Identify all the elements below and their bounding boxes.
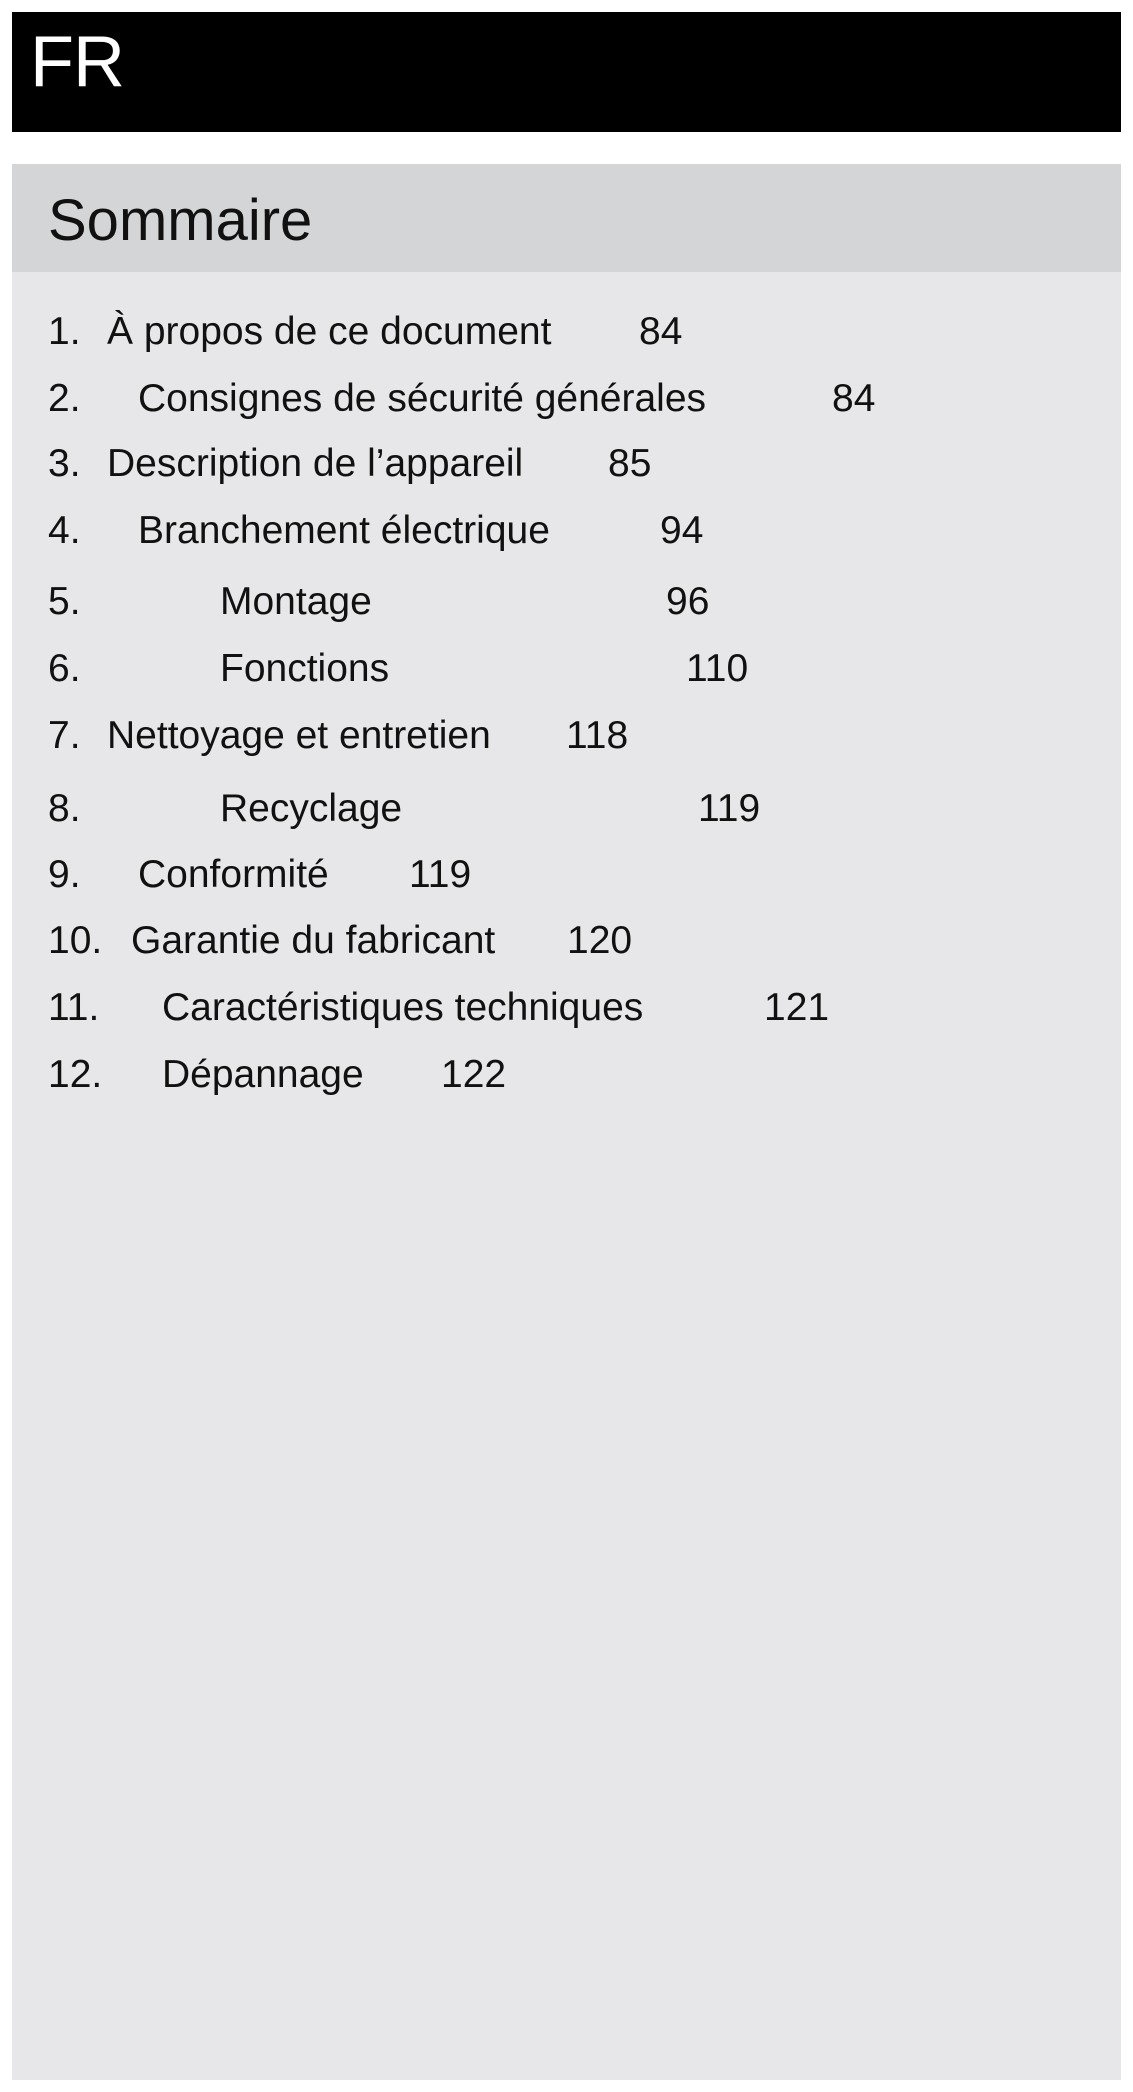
toc-item-title: Caractéristiques techniques (162, 986, 644, 1029)
toc-item-title: Consignes de sécurité générales (138, 377, 707, 420)
toc-item-page: 84 (832, 377, 876, 420)
toc-item-title: Fonctions (220, 647, 390, 690)
toc-item-number: 11. (48, 986, 100, 1029)
toc-item-page: 84 (639, 310, 683, 353)
toc-item-page: 120 (567, 919, 633, 962)
toc-item-page: 122 (441, 1053, 507, 1096)
toc-item-number: 7. (48, 714, 81, 757)
toc-item-number: 12. (48, 1053, 103, 1096)
toc-item-page: 121 (764, 986, 830, 1029)
language-code: FR (30, 22, 124, 102)
toc-item-title: À propos de ce document (107, 310, 552, 353)
toc-item-number: 2. (48, 377, 81, 420)
toc-item-number: 1. (48, 310, 81, 353)
toc-item-number: 4. (48, 509, 81, 552)
toc-item-title: Montage (220, 580, 372, 623)
toc-item-number: 8. (48, 787, 81, 830)
table-of-contents (12, 164, 1121, 2080)
toc-item-page: 110 (686, 647, 749, 690)
toc-item-number: 3. (48, 442, 81, 485)
toc-item-page: 94 (660, 509, 704, 552)
toc-item-number: 6. (48, 647, 81, 690)
contents-title: Sommaire (48, 188, 313, 253)
toc-item-number: 9. (48, 853, 81, 896)
language-bar (12, 12, 1121, 132)
toc-item-title: Dépannage (162, 1053, 364, 1096)
toc-item-number: 10. (48, 919, 103, 962)
contents-panel (12, 164, 1121, 2080)
toc-item-number: 5. (48, 580, 81, 623)
toc-item-title: Description de l’appareil (107, 442, 524, 485)
toc-item-page: 118 (566, 714, 629, 757)
toc-item-title: Conformité (138, 853, 329, 896)
toc-item-title: Garantie du fabricant (131, 919, 496, 962)
toc-item-title: Branchement électrique (138, 509, 550, 552)
toc-item-page: 85 (608, 442, 652, 485)
toc-item-page: 96 (666, 580, 710, 623)
toc-item-page: 119 (698, 787, 761, 830)
toc-item-title: Nettoyage et entretien (107, 714, 491, 757)
toc-item-title: Recyclage (220, 787, 403, 830)
toc-item-page: 119 (409, 853, 472, 896)
